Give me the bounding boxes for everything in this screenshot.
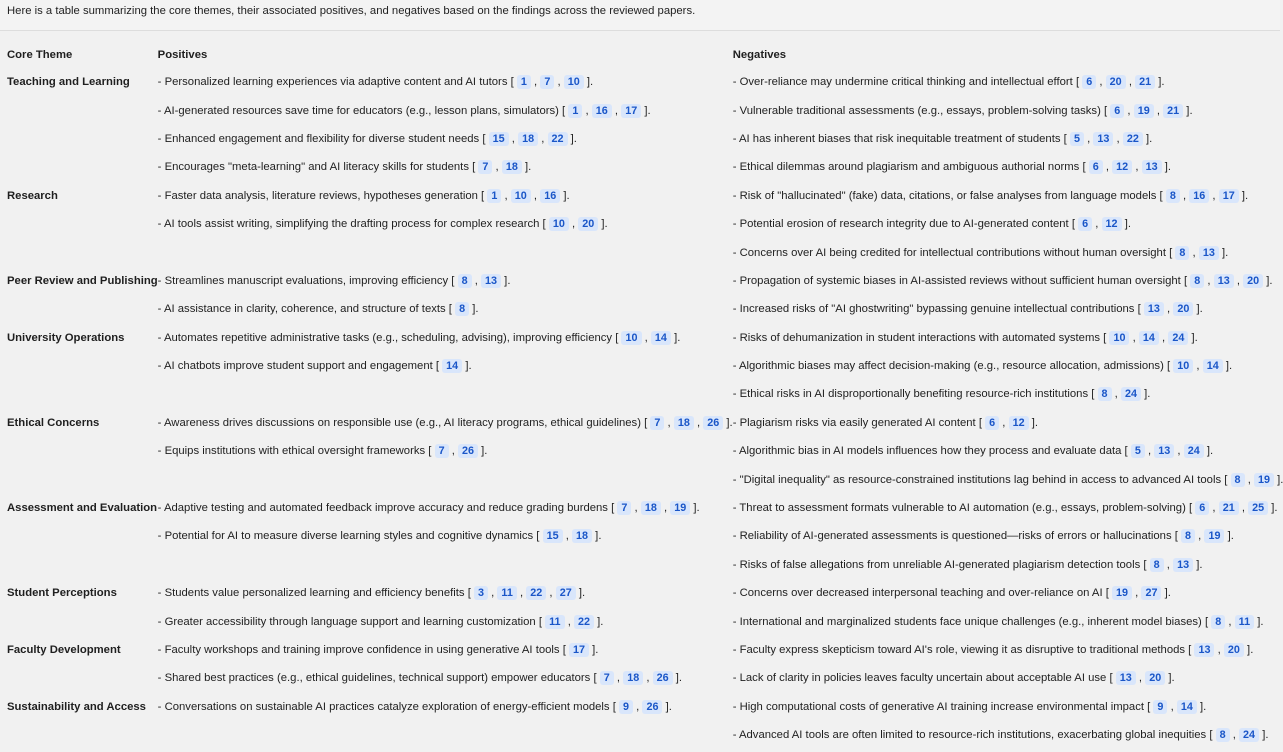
citation-link[interactable]: 7 bbox=[617, 501, 631, 515]
table-row bbox=[0, 238, 1283, 266]
negative-text: - Increased risks of "AI ghostwriting" bypassing genuine intellectual contributions bbox=[732, 303, 1135, 316]
citation-group: [ 8 , 13 , 20 ]. bbox=[1180, 274, 1273, 287]
negative-text: - Risks of false allegations from unreliable AI-generated plagiarism detection tools bbox=[732, 558, 1141, 571]
core-theme-label: Research bbox=[7, 189, 58, 202]
table-row bbox=[0, 494, 1283, 522]
citation-link[interactable]: 15 bbox=[489, 132, 509, 146]
core-theme-cell bbox=[0, 551, 158, 579]
negative-text: - Algorithmic bias in AI models influences how they process and evaluate data bbox=[732, 445, 1122, 458]
citation-link[interactable]: 26 bbox=[653, 671, 673, 685]
core-theme-cell bbox=[0, 324, 158, 352]
positive-text: - Personalized learning experiences via adaptive content and AI tutors bbox=[157, 76, 508, 89]
positives-cell bbox=[158, 579, 733, 607]
core-theme-cell bbox=[0, 494, 158, 522]
citation-group: [ 6 , 19 , 21 ]. bbox=[1100, 104, 1193, 117]
citation-link[interactable]: 17 bbox=[1219, 189, 1239, 203]
citation-group: [ 8 , 11 ]. bbox=[1201, 615, 1264, 628]
core-theme-cell bbox=[0, 409, 158, 437]
citation-link[interactable]: 9 bbox=[1153, 700, 1167, 714]
core-theme-cell bbox=[0, 693, 158, 721]
citation-group: [ 6 , 12 ]. bbox=[975, 416, 1038, 429]
citation-link[interactable]: 20 bbox=[1243, 274, 1263, 288]
citation-link[interactable]: 19 bbox=[670, 501, 690, 515]
citation-group: [ 9 , 14 ]. bbox=[1144, 700, 1207, 713]
citation-group: [ 10 , 14 , 24 ]. bbox=[1100, 331, 1198, 344]
positive-text: - Adaptive testing and automated feedback improve accuracy and reduce grading burdens bbox=[157, 502, 608, 515]
positives-cell bbox=[158, 437, 733, 465]
positives-cell bbox=[158, 182, 733, 210]
citation-group: [ 10 , 14 ]. bbox=[612, 331, 681, 344]
citation-link[interactable]: 8 bbox=[1175, 246, 1189, 260]
citation-link[interactable]: 24 bbox=[1121, 387, 1141, 401]
citation-link[interactable]: 6 bbox=[1110, 104, 1124, 118]
negatives-cell bbox=[733, 96, 1283, 124]
negatives-cell bbox=[733, 125, 1283, 153]
citation-link[interactable]: 8 bbox=[1231, 473, 1245, 487]
citation-link[interactable]: 14 bbox=[1177, 700, 1197, 714]
table-row bbox=[0, 437, 1283, 465]
citation-group: [ 5 , 13 , 22 ]. bbox=[1060, 132, 1153, 145]
citation-link[interactable]: 20 bbox=[578, 217, 598, 231]
citation-link[interactable]: 18 bbox=[674, 416, 694, 430]
negatives-cell bbox=[733, 238, 1283, 266]
negative-text: - Concerns over AI being credited for intellectual contributions without human oversight bbox=[732, 246, 1166, 259]
citation-link[interactable]: 13 bbox=[1199, 246, 1219, 260]
citation-link[interactable]: 12 bbox=[1112, 160, 1132, 174]
citation-group: [ 8 , 16 , 17 ]. bbox=[1156, 189, 1249, 202]
citation-link[interactable]: 9 bbox=[619, 700, 633, 714]
citation-link[interactable]: 22 bbox=[1123, 132, 1143, 146]
table-row bbox=[0, 324, 1283, 352]
positive-text: - Awareness drives discussions on responsible use (e.g., AI literacy programs, ethical guidelines) bbox=[157, 416, 641, 429]
citation-link[interactable]: 21 bbox=[1135, 75, 1155, 89]
positives-cell bbox=[158, 295, 733, 323]
citation-link[interactable]: 15 bbox=[543, 529, 563, 543]
core-theme-label: Peer Review and Publishing bbox=[7, 274, 158, 287]
citation-link[interactable]: 21 bbox=[1219, 501, 1239, 515]
citation-link[interactable]: 8 bbox=[1166, 189, 1180, 203]
negative-text: - Vulnerable traditional assessments (e.g., essays, problem-solving tasks) bbox=[732, 104, 1101, 117]
positives-cell bbox=[158, 267, 733, 295]
citation-link[interactable]: 19 bbox=[1134, 104, 1154, 118]
citation-link[interactable]: 8 bbox=[1150, 558, 1164, 572]
themes-table bbox=[0, 42, 1283, 749]
citation-link[interactable]: 22 bbox=[548, 132, 568, 146]
negative-text: - Algorithmic biases may affect decision-making (e.g., resource allocation, admissions) bbox=[732, 360, 1164, 373]
citation-link[interactable]: 16 bbox=[540, 189, 560, 203]
citation-group: [ 8 , 13 ]. bbox=[1140, 558, 1203, 571]
negatives-cell bbox=[733, 210, 1283, 238]
citation-link[interactable]: 10 bbox=[564, 75, 584, 89]
negatives-cell bbox=[733, 267, 1283, 295]
citation-link[interactable]: 26 bbox=[642, 700, 662, 714]
core-theme-label: Faculty Development bbox=[7, 644, 121, 656]
negatives-cell bbox=[733, 721, 1283, 749]
negatives-cell bbox=[733, 465, 1283, 493]
citation-link[interactable]: 5 bbox=[1131, 444, 1145, 458]
citation-link[interactable]: 19 bbox=[1112, 586, 1132, 600]
citation-link[interactable]: 20 bbox=[1145, 671, 1165, 685]
citation-group: [ 6 , 21 , 25 ]. bbox=[1185, 502, 1278, 515]
positives-cell bbox=[158, 551, 733, 579]
citation-link[interactable]: 14 bbox=[651, 331, 671, 345]
citation-group: [ 7 , 18 , 26 ]. bbox=[590, 672, 683, 685]
citation-group: [ 8 , 13 ]. bbox=[448, 274, 511, 287]
positive-text: - Students value personalized learning and efficiency benefits bbox=[157, 587, 465, 600]
positive-text: - Potential for AI to measure diverse learning styles and cognitive dynamics bbox=[157, 530, 534, 543]
citation-link[interactable]: 3 bbox=[474, 586, 488, 600]
negative-text: - Propagation of systemic biases in AI-assisted reviews without sufficient human oversight bbox=[732, 274, 1181, 287]
citation-link[interactable]: 13 bbox=[1194, 643, 1214, 657]
citation-group: [ 3 , 11 , 22 , 27 ]. bbox=[464, 587, 586, 600]
citation-link[interactable]: 26 bbox=[703, 416, 723, 430]
positives-cell bbox=[158, 664, 733, 692]
citation-group: [ 6 , 20 , 21 ]. bbox=[1072, 76, 1165, 89]
negative-text: - "Digital inequality" as resource-constrained institutions lag behind in access to advanced AI tools bbox=[732, 473, 1222, 486]
citation-group: [ 7 , 18 ]. bbox=[468, 161, 532, 174]
citation-link[interactable]: 18 bbox=[572, 529, 592, 543]
positives-cell bbox=[158, 153, 733, 181]
table-row bbox=[0, 465, 1283, 493]
citation-link[interactable]: 8 bbox=[1216, 728, 1230, 742]
citation-link[interactable]: 6 bbox=[1089, 160, 1103, 174]
citation-link[interactable]: 20 bbox=[1106, 75, 1126, 89]
negative-text: - Concerns over decreased interpersonal teaching and over-reliance on AI bbox=[732, 587, 1103, 600]
positives-cell bbox=[158, 68, 733, 96]
table-row bbox=[0, 125, 1283, 153]
citation-group: [ 1 , 10 , 16 ]. bbox=[477, 189, 570, 202]
citation-link[interactable]: 24 bbox=[1184, 444, 1204, 458]
core-theme-label: Ethical Concerns bbox=[7, 416, 100, 429]
citation-link[interactable]: 8 bbox=[1190, 274, 1204, 288]
citation-link[interactable]: 25 bbox=[1248, 501, 1268, 515]
citation-link[interactable]: 8 bbox=[1211, 615, 1225, 629]
citation-group: [ 13 , 20 ]. bbox=[1106, 672, 1175, 685]
positive-text: - Automates repetitive administrative tasks (e.g., scheduling, advising), improving efficiency bbox=[157, 331, 613, 344]
citation-group: [ 9 , 26 ]. bbox=[609, 700, 672, 713]
citation-link[interactable]: 1 bbox=[517, 75, 531, 89]
citation-link[interactable]: 24 bbox=[1168, 331, 1188, 345]
citation-group: [ 13 , 20 ]. bbox=[1185, 644, 1254, 656]
negative-text: - Advanced AI tools are often limited to resource-rich institutions, exacerbating global inequities bbox=[732, 729, 1207, 742]
positive-text: - Conversations on sustainable AI practices catalyze exploration of energy-efficient models bbox=[157, 700, 610, 713]
negatives-cell bbox=[733, 324, 1283, 352]
citation-link[interactable]: 8 bbox=[455, 302, 469, 316]
core-theme-label: Assessment and Evaluation bbox=[7, 502, 158, 515]
core-theme-label: Student Perceptions bbox=[7, 587, 117, 600]
citation-link[interactable]: 8 bbox=[1098, 387, 1112, 401]
citation-link[interactable]: 8 bbox=[458, 274, 472, 288]
citation-link[interactable]: 10 bbox=[1173, 359, 1193, 373]
negatives-cell bbox=[733, 409, 1283, 437]
citation-group: [ 5 , 13 , 24 ]. bbox=[1121, 445, 1214, 458]
negative-text: - Risk of "hallucinated" (fake) data, citations, or false analyses from language models bbox=[732, 189, 1157, 202]
core-theme-cell bbox=[0, 522, 158, 550]
citation-group: [ 8 , 24 ]. bbox=[1206, 729, 1269, 742]
core-theme-cell bbox=[0, 182, 158, 210]
core-theme-cell bbox=[0, 607, 158, 635]
citation-group: [ 14 ]. bbox=[432, 360, 472, 373]
positives-cell bbox=[158, 465, 733, 493]
citation-link[interactable]: 13 bbox=[1173, 558, 1193, 572]
negative-text: - Lack of clarity in policies leaves faculty uncertain about acceptable AI use bbox=[732, 672, 1107, 685]
citation-link[interactable]: 19 bbox=[1254, 473, 1274, 487]
citation-link[interactable]: 22 bbox=[574, 615, 594, 629]
citation-group: [ 7 , 18 , 19 ]. bbox=[607, 502, 700, 515]
citation-link[interactable]: 7 bbox=[540, 75, 554, 89]
positive-text: - Streamlines manuscript evaluations, improving efficiency bbox=[157, 274, 449, 287]
positives-cell bbox=[158, 607, 733, 635]
positives-cell bbox=[158, 210, 733, 238]
citation-link[interactable]: 7 bbox=[650, 416, 664, 430]
core-theme-cell bbox=[0, 267, 158, 295]
citation-link[interactable]: 18 bbox=[641, 501, 661, 515]
citation-link[interactable]: 10 bbox=[1109, 331, 1129, 345]
citation-link[interactable]: 18 bbox=[518, 132, 538, 146]
citation-link[interactable]: 20 bbox=[1224, 643, 1244, 657]
citation-group: [ 8 , 13 ]. bbox=[1165, 246, 1229, 259]
citation-link[interactable]: 11 bbox=[545, 615, 564, 629]
citation-link[interactable]: 6 bbox=[1078, 217, 1092, 231]
citation-link[interactable]: 12 bbox=[1009, 416, 1029, 430]
citation-group: [ 15 , 18 ]. bbox=[533, 530, 602, 543]
table-row bbox=[0, 210, 1283, 238]
core-theme-label: University Operations bbox=[7, 331, 125, 344]
citation-group: [ 6 , 12 ]. bbox=[1068, 218, 1131, 231]
core-theme-cell bbox=[0, 664, 158, 692]
citation-link[interactable]: 13 bbox=[1144, 302, 1164, 316]
negative-text: - Ethical dilemmas around plagiarism and ambiguous authorial norms bbox=[732, 161, 1080, 174]
table-row bbox=[0, 153, 1283, 181]
core-theme-cell bbox=[0, 96, 158, 124]
positives-cell bbox=[158, 238, 733, 266]
positive-text: - AI assistance in clarity, coherence, and structure of texts bbox=[157, 303, 446, 316]
core-theme-cell bbox=[0, 579, 158, 607]
citation-link[interactable]: 13 bbox=[1093, 132, 1113, 146]
positive-text: - Faster data analysis, literature reviews, hypotheses generation bbox=[157, 189, 478, 202]
positives-cell bbox=[158, 721, 733, 749]
negatives-cell bbox=[733, 522, 1283, 550]
core-theme-cell bbox=[0, 636, 158, 664]
negative-text: - International and marginalized students face unique challenges (e.g., inherent model biases) bbox=[732, 615, 1202, 628]
citation-link[interactable]: 1 bbox=[568, 104, 582, 118]
positives-cell bbox=[158, 409, 733, 437]
positive-text: - Greater accessibility through language support and learning customization bbox=[157, 615, 536, 628]
core-theme-cell bbox=[0, 437, 158, 465]
table-row bbox=[0, 267, 1283, 295]
negatives-cell bbox=[733, 636, 1283, 664]
table-row bbox=[0, 68, 1283, 96]
table-body bbox=[0, 68, 1283, 749]
positive-text: - Enhanced engagement and flexibility for diverse student needs bbox=[157, 132, 480, 145]
citation-link[interactable]: 13 bbox=[1214, 274, 1234, 288]
citation-group: [ 8 , 19 ]. bbox=[1221, 473, 1283, 486]
citation-link[interactable]: 24 bbox=[1239, 728, 1259, 742]
core-theme-label: Teaching and Learning bbox=[7, 76, 130, 89]
negative-text: - Threat to assessment formats vulnerable to AI automation (e.g., essays, problem-solving) bbox=[732, 502, 1186, 515]
citation-link[interactable]: 13 bbox=[481, 274, 501, 288]
negative-text: - High computational costs of generative AI training increase environmental impact bbox=[732, 700, 1144, 713]
table-row bbox=[0, 96, 1283, 124]
positive-text: - AI tools assist writing, simplifying the drafting process for complex research bbox=[157, 218, 540, 231]
positive-text: - AI-generated resources save time for educators (e.g., lesson plans, simulators) bbox=[157, 104, 559, 117]
table-row bbox=[0, 551, 1283, 579]
negatives-cell bbox=[733, 664, 1283, 692]
citation-link[interactable]: 16 bbox=[1189, 189, 1209, 203]
table-row bbox=[0, 409, 1283, 437]
header-negatives: Negatives bbox=[732, 49, 787, 61]
negatives-cell bbox=[733, 607, 1283, 635]
positives-cell bbox=[158, 693, 733, 721]
citation-group: [ 17 ]. bbox=[559, 644, 599, 656]
citation-link[interactable]: 10 bbox=[511, 189, 531, 203]
citation-link[interactable]: 13 bbox=[1142, 160, 1162, 174]
negative-text: - AI has inherent biases that risk inequitable treatment of students bbox=[732, 132, 1061, 145]
citation-group: [ 15 , 18 , 22 ]. bbox=[479, 132, 577, 145]
core-theme-label: Sustainability and Access bbox=[7, 700, 146, 713]
citation-link[interactable]: 17 bbox=[569, 643, 589, 657]
citation-link[interactable]: 7 bbox=[435, 444, 449, 458]
citation-group: [ 8 , 19 ]. bbox=[1171, 530, 1234, 543]
core-theme-cell bbox=[0, 210, 158, 238]
citation-link[interactable]: 14 bbox=[442, 359, 462, 373]
citation-group: [ 1 , 16 , 17 ]. bbox=[558, 104, 651, 117]
negative-text: - Potential erosion of research integrity due to AI-generated content bbox=[732, 218, 1069, 231]
table-row bbox=[0, 636, 1283, 664]
citation-link[interactable]: 13 bbox=[1116, 671, 1136, 685]
negatives-cell bbox=[733, 182, 1283, 210]
citation-link[interactable]: 7 bbox=[478, 160, 492, 174]
positives-cell bbox=[158, 380, 733, 408]
citation-link[interactable]: 17 bbox=[621, 104, 641, 118]
citation-link[interactable]: 27 bbox=[556, 586, 576, 600]
citation-link[interactable]: 12 bbox=[1102, 217, 1122, 231]
table-row bbox=[0, 352, 1283, 380]
header-positives: Positives bbox=[157, 49, 208, 61]
positives-cell bbox=[158, 352, 733, 380]
citation-group: [ 1 , 7 , 10 ]. bbox=[507, 76, 594, 89]
table-row bbox=[0, 721, 1283, 749]
citation-link[interactable]: 26 bbox=[458, 444, 478, 458]
citation-group: [ 10 , 20 ]. bbox=[539, 218, 608, 231]
core-theme-cell bbox=[0, 721, 158, 749]
citation-link[interactable]: 22 bbox=[526, 586, 546, 600]
positives-cell bbox=[158, 125, 733, 153]
citation-link[interactable]: 1 bbox=[487, 189, 501, 203]
citation-link[interactable]: 11 bbox=[497, 586, 516, 600]
citation-group: [ 13 , 20 ]. bbox=[1134, 303, 1203, 316]
core-theme-cell bbox=[0, 68, 158, 96]
positive-text: - Equips institutions with ethical oversight frameworks bbox=[157, 445, 426, 458]
table-row bbox=[0, 295, 1283, 323]
positive-text: - Faculty workshops and training improve confidence in using generative AI tools bbox=[157, 644, 560, 656]
citation-link[interactable]: 5 bbox=[1070, 132, 1084, 146]
positives-cell bbox=[158, 96, 733, 124]
positive-text: - AI chatbots improve student support and engagement bbox=[157, 360, 433, 373]
negatives-cell bbox=[733, 437, 1283, 465]
citation-link[interactable]: 10 bbox=[549, 217, 569, 231]
citation-link[interactable]: 11 bbox=[1235, 615, 1254, 629]
citation-link[interactable]: 8 bbox=[1181, 529, 1195, 543]
negatives-cell bbox=[733, 551, 1283, 579]
citation-link[interactable]: 7 bbox=[600, 671, 614, 685]
core-theme-cell bbox=[0, 125, 158, 153]
positives-cell bbox=[158, 324, 733, 352]
citation-group: [ 7 , 18 , 26 ]. bbox=[640, 416, 733, 429]
citation-link[interactable]: 14 bbox=[1203, 359, 1223, 373]
citation-group: [ 7 , 26 ]. bbox=[425, 445, 488, 458]
citation-group: [ 8 , 24 ]. bbox=[1088, 388, 1151, 401]
citation-group: [ 6 , 12 , 13 ]. bbox=[1079, 161, 1172, 174]
citation-link[interactable]: 6 bbox=[1195, 501, 1209, 515]
table-row bbox=[0, 664, 1283, 692]
negatives-cell bbox=[733, 68, 1283, 96]
citation-link[interactable]: 18 bbox=[623, 671, 643, 685]
citation-link[interactable]: 19 bbox=[1204, 529, 1224, 543]
positives-cell bbox=[158, 494, 733, 522]
citation-link[interactable]: 10 bbox=[621, 331, 641, 345]
positive-text: - Encourages "meta-learning" and AI literacy skills for students bbox=[157, 161, 469, 174]
negative-text: - Ethical risks in AI disproportionally benefiting resource-rich institutions bbox=[732, 388, 1089, 401]
core-theme-cell bbox=[0, 380, 158, 408]
table-header-row bbox=[0, 42, 1283, 68]
negative-text: - Over-reliance may undermine critical thinking and intellectual effort bbox=[732, 76, 1073, 89]
negative-text: - Faculty express skepticism toward AI's role, viewing it as disruptive to traditional methods bbox=[732, 644, 1186, 656]
citation-link[interactable]: 27 bbox=[1141, 586, 1161, 600]
positives-cell bbox=[158, 522, 733, 550]
negatives-cell bbox=[733, 693, 1283, 721]
core-theme-cell bbox=[0, 295, 158, 323]
citation-group: [ 11 , 22 ]. bbox=[535, 615, 604, 628]
citation-link[interactable]: 20 bbox=[1173, 302, 1193, 316]
table-row bbox=[0, 693, 1283, 721]
citation-link[interactable]: 13 bbox=[1154, 444, 1174, 458]
table-row bbox=[0, 522, 1283, 550]
citation-link[interactable]: 21 bbox=[1163, 104, 1183, 118]
negatives-cell bbox=[733, 352, 1283, 380]
intro-text: Here is a table summarizing the core themes, their associated positives, and negatives based on the findings across the reviewed papers. bbox=[0, 0, 1280, 31]
positive-text: - Shared best practices (e.g., ethical guidelines, technical support) empower educators bbox=[157, 672, 591, 685]
positives-cell bbox=[158, 636, 733, 664]
citation-link[interactable]: 16 bbox=[592, 104, 612, 118]
negatives-cell bbox=[733, 295, 1283, 323]
citation-group: [ 10 , 14 ]. bbox=[1163, 360, 1233, 373]
citation-link[interactable]: 18 bbox=[502, 160, 522, 174]
negatives-cell bbox=[733, 153, 1283, 181]
citation-group: [ 8 ]. bbox=[445, 303, 479, 316]
core-theme-cell bbox=[0, 352, 158, 380]
core-theme-cell bbox=[0, 465, 158, 493]
negative-text: - Reliability of AI-generated assessments is questioned—risks of errors or hallucinations bbox=[732, 530, 1172, 543]
core-theme-cell bbox=[0, 153, 158, 181]
negative-text: - Risks of dehumanization in student interactions with automated systems bbox=[732, 331, 1101, 344]
core-theme-cell bbox=[0, 238, 158, 266]
citation-group: [ 19 , 27 ]. bbox=[1102, 587, 1171, 600]
negatives-cell bbox=[733, 579, 1283, 607]
negative-text: - Plagiarism risks via easily generated AI content bbox=[732, 416, 976, 429]
negatives-cell bbox=[733, 380, 1283, 408]
table-row bbox=[0, 579, 1283, 607]
citation-link[interactable]: 6 bbox=[1082, 75, 1096, 89]
citation-link[interactable]: 6 bbox=[985, 416, 999, 430]
table-row bbox=[0, 182, 1283, 210]
citation-link[interactable]: 14 bbox=[1139, 331, 1159, 345]
negatives-cell bbox=[733, 494, 1283, 522]
table-row bbox=[0, 380, 1283, 408]
header-core-theme: Core Theme bbox=[7, 49, 73, 61]
table-row bbox=[0, 607, 1283, 635]
